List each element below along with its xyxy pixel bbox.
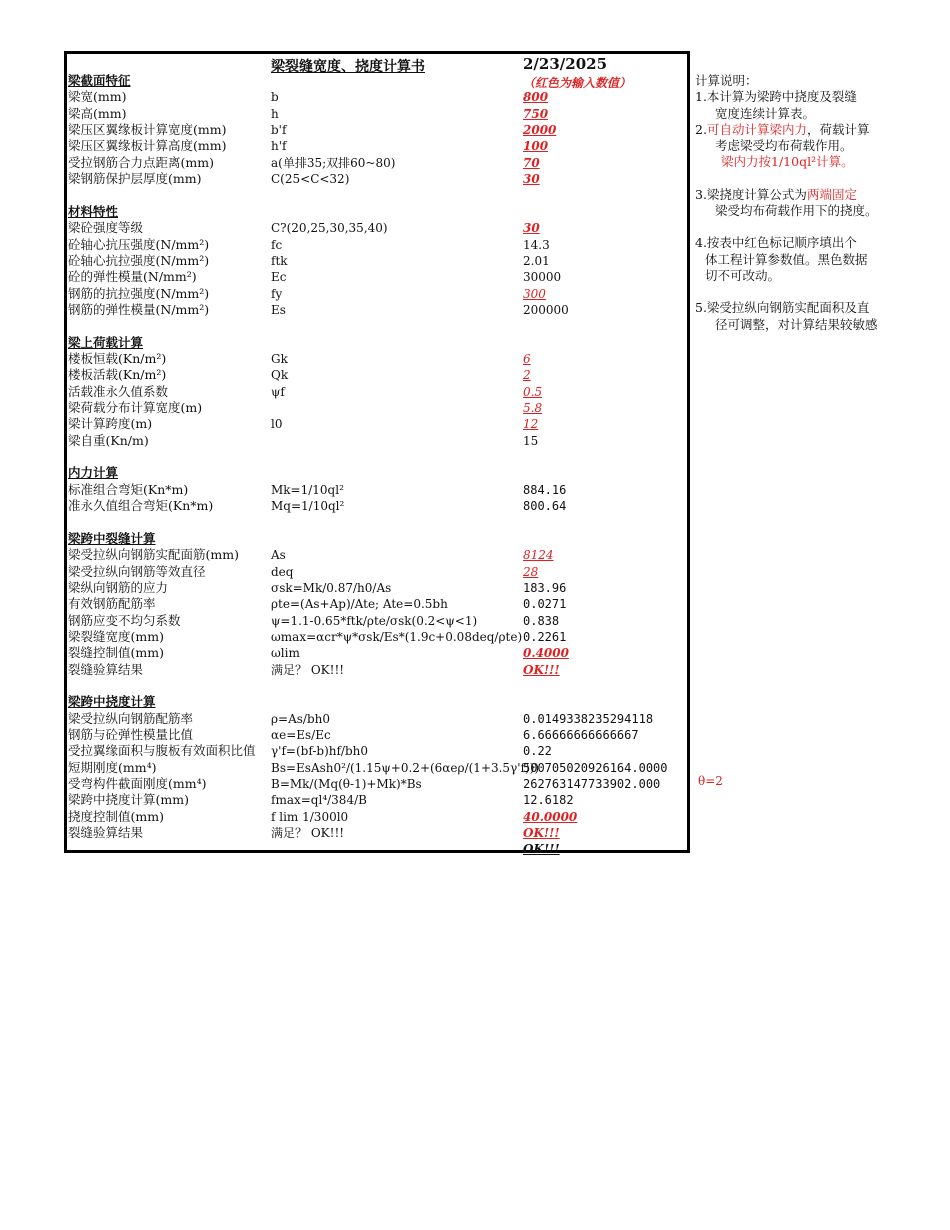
table-row [68,171,688,187]
param-name: 梁裂缝宽度(mm) [68,628,164,644]
param-name: 梁自重(Kn/m) [68,432,149,448]
param-symbol: Mq=1/10ql² [271,499,345,514]
param-value: 500705020926164.0000 [523,760,668,775]
param-name: 梁纵向钢筋的应力 [68,579,169,595]
param-symbol: 满足？ OK!!! [271,826,345,841]
note-3b: 梁受均布荷载作用下的挠度。 [715,203,878,219]
param-name: 梁砼强度等级 [68,220,144,236]
param-symbol: ψ=1.1-0.65*ftk/ρte/σsk(0.2<ψ<1) [271,613,478,628]
param-value: 14.3 [523,237,550,252]
table-row [68,498,688,514]
param-symbol: ωlim [271,646,300,661]
param-value: OK!!! [523,662,560,677]
note-3a: 3.梁挠度计算公式为两端固定 [695,186,857,202]
table-row [68,514,688,530]
note-5b: 径可调整，对计算结果较敏感 [715,316,878,332]
param-name: 梁受拉纵向钢筋实配面筋(mm) [68,547,239,563]
table-row [68,122,688,138]
param-name: 短期刚度(mm⁴) [68,759,157,775]
param-value: 28 [523,564,539,579]
note-1b: 宽度连续计算表。 [715,105,816,121]
table-row [68,286,688,302]
param-symbol: b [271,90,279,105]
note-2c: 梁内力按1/10ql²计算。 [721,154,854,170]
param-value: 2.01 [523,253,550,268]
note-4b: 体工程计算参数值。黑色数据 [705,251,868,267]
param-symbol: a(单排35;双排60~80) [271,155,396,170]
param-name: 活载准永久值系数 [68,383,169,399]
param-value: 70 [523,155,540,170]
param-symbol: Gk [271,351,288,366]
section-heading [68,73,688,89]
param-name: 梁受拉纵向钢筋等效直径 [68,563,206,579]
param-value: 5.8 [523,401,543,415]
param-symbol: h [271,106,279,121]
table-row [68,416,688,432]
sheet-date: 2/23/2025 [523,55,608,73]
table-row [68,743,688,759]
param-value: 0.838 [523,613,560,628]
param-name: 受弯构件截面刚度(mm⁴) [68,776,207,792]
section-title: 内力计算 [68,465,119,481]
param-name: 梁压区翼缘板计算宽度(mm) [68,122,227,138]
param-name: 梁高(mm) [68,105,127,121]
section-title: 梁跨中挠度计算 [68,694,156,710]
param-name: 裂缝验算结果 [68,825,144,841]
calc-notes [695,73,885,333]
param-value: 6.66666666666667 [523,728,639,742]
section-title: 梁上荷载计算 [68,334,144,350]
param-symbol: C?(20,25,30,35,40) [271,221,388,236]
table-row [68,302,688,318]
section-title: 梁跨中裂缝计算 [68,530,156,546]
table-row [68,253,688,269]
param-value: 0.0149338235294118 [523,711,654,726]
param-symbol: f lim 1/300l0 [271,809,349,824]
param-symbol: fy [271,286,283,301]
table-row [68,384,688,400]
param-name: 钢筋与砼弹性模量比值 [68,727,194,742]
table-row [68,776,688,792]
param-symbol: γ'f=(bf-b)hf/bh0 [271,744,369,759]
param-value: 262763147733902.000 [523,777,661,792]
note-4a: 4.按表中红色标记顺序填出个 [695,235,857,251]
param-value: OK!!! [523,842,560,857]
table-row [68,613,688,629]
table-row [68,841,688,857]
param-symbol: fmax=ql⁴/384/B [271,793,367,808]
param-symbol: As [271,548,286,563]
section-heading [68,335,688,351]
param-name: 裂缝控制值(mm) [68,645,164,661]
param-value: 2000 [523,123,557,138]
param-value: 200000 [523,302,569,317]
table-row [68,645,688,661]
table-row [68,351,688,367]
param-symbol: Ec [271,270,287,285]
param-symbol: Bs=EsAsh0²/(1.15ψ+0.2+(6αeρ/(1+3.5γ'f))) [271,760,540,775]
param-symbol: σsk=Mk/0.87/h0/As [271,580,392,595]
param-name: 受拉翼缘面积与腹板有效面积比值 [68,743,256,759]
param-symbol: ftk [271,253,288,268]
table-row [68,106,688,122]
table-row [68,678,688,694]
table-row [68,237,688,253]
param-value: 40.0000 [523,809,578,824]
param-symbol: Es [271,302,286,317]
param-symbol: Qk [271,368,289,383]
param-value: 183.96 [523,580,567,595]
table-row [68,449,688,465]
param-symbol: h'f [271,139,287,154]
table-row [68,138,688,154]
param-value: 6 [523,351,531,366]
param-value: 0.2261 [523,629,567,644]
table-row [68,155,688,171]
note-1a: 1.本计算为梁跨中挠度及裂缝 [695,89,857,105]
param-symbol: ωmax=αcr*ψ*σsk/Es*(1.9c+0.08deq/ρte) [271,629,523,644]
section-heading [68,694,688,710]
param-value: 800.64 [523,499,567,514]
note-2a: 2.可自动计算梁内力，荷载计算 [695,121,870,137]
param-symbol: αe=Es/Ec [271,728,331,742]
table-row [68,629,688,645]
param-value: 2 [523,368,531,383]
param-name: 梁宽(mm) [68,89,127,105]
note-4c: 切不可改动。 [705,267,781,283]
param-value: 884.16 [523,482,567,497]
param-symbol: Mk=1/10ql² [271,482,344,497]
param-name: 砼的弹性模量(N/mm²) [68,269,197,285]
note-5a: 5.梁受拉纵向钢筋实配面积及直 [695,300,870,316]
param-value: 0.5 [523,384,543,399]
table-row [68,792,688,808]
param-name: 砼轴心抗拉强度(N/mm²) [68,252,210,268]
param-name: 有效钢筋配筋率 [68,596,156,612]
param-value: 300 [523,286,546,301]
param-symbol: fc [271,237,283,252]
param-value: 30000 [523,270,562,285]
param-value: 100 [523,139,549,154]
param-name: 梁计算跨度(m) [68,416,153,432]
section-heading [68,465,688,481]
param-name: 梁钢筋保护层厚度(mm) [68,171,202,187]
param-value: 30 [523,221,540,236]
section-heading [68,531,688,547]
param-symbol: deq [271,564,294,579]
param-symbol: C(25<C<32) [271,172,350,187]
table-row [68,547,688,563]
param-value: 0.4000 [523,646,569,661]
param-name: 砼轴心抗压强度(N/mm²) [68,236,210,252]
table-row [68,400,688,416]
param-name: 梁荷载分布计算宽度(m) [68,400,203,415]
table-row [68,482,688,498]
param-name: 钢筋的弹性模量(N/mm²) [68,301,210,317]
param-symbol: 满足？ OK!!! [271,662,345,677]
param-symbol: l0 [271,417,283,432]
table-row [68,89,688,105]
table-row [68,564,688,580]
note-2b: 考虑梁受均布荷载作用。 [715,138,853,154]
notes-heading: 计算说明： [695,73,758,88]
table-row [68,580,688,596]
section-heading [68,204,688,220]
table-row [68,367,688,383]
param-symbol: ψf [271,384,285,399]
param-value: OK!!! [523,826,560,841]
param-value: 15 [523,433,539,448]
param-symbol: b'f [271,123,287,138]
param-value: 12.6182 [523,793,574,808]
table-row [68,662,688,678]
table-row [68,760,688,776]
table-row [68,433,688,449]
param-name: 标准组合弯矩(Kn*m) [68,481,189,497]
table-row [68,318,688,334]
param-name: 梁跨中挠度计算(mm) [68,792,189,808]
param-name: 受拉钢筋合力点距离(mm) [68,154,214,170]
param-name: 裂缝验算结果 [68,661,144,677]
sheet-title: 梁裂缝宽度、挠度计算书 [271,59,425,75]
section-title: 材料特性 [68,203,119,219]
param-name: 准永久值组合弯矩(Kn*m) [68,498,214,514]
param-name: 楼板恒载(Kn/m²) [68,350,167,366]
table-row [68,727,688,743]
table-row [68,809,688,825]
param-name: 钢筋应变不均匀系数 [68,612,181,628]
param-symbol: ρte=(As+Ap)/Ate; Ate=0.5bh [271,597,448,612]
theta-note: θ=2 [698,774,723,788]
table-row [68,711,688,727]
param-value: 0.0271 [523,597,567,612]
param-symbol: ρ=As/bh0 [271,711,331,726]
param-value: 30 [523,172,540,187]
param-symbol: B=Mk/(Mq(θ-1)+Mk)*Bs [271,777,422,792]
input-color-note: （红色为输入数值） [523,76,632,90]
param-name: 钢筋的抗拉强度(N/mm²) [68,285,210,301]
section-title: 梁截面特征 [68,73,131,88]
param-name: 梁压区翼缘板计算高度(mm) [68,138,227,154]
param-value: 8124 [523,548,554,563]
param-name: 楼板活载(Kn/m²) [68,367,167,383]
table-row [68,596,688,612]
param-name: 挠度控制值(mm) [68,808,164,824]
param-value: 750 [523,106,549,121]
table-row [68,825,688,841]
table-row [68,187,688,203]
param-value: 12 [523,417,539,432]
table-row [68,269,688,285]
param-name: 梁受拉纵向钢筋配筋率 [68,710,194,726]
param-value: 0.22 [523,744,552,759]
table-row [68,220,688,236]
param-value: 800 [523,90,549,105]
